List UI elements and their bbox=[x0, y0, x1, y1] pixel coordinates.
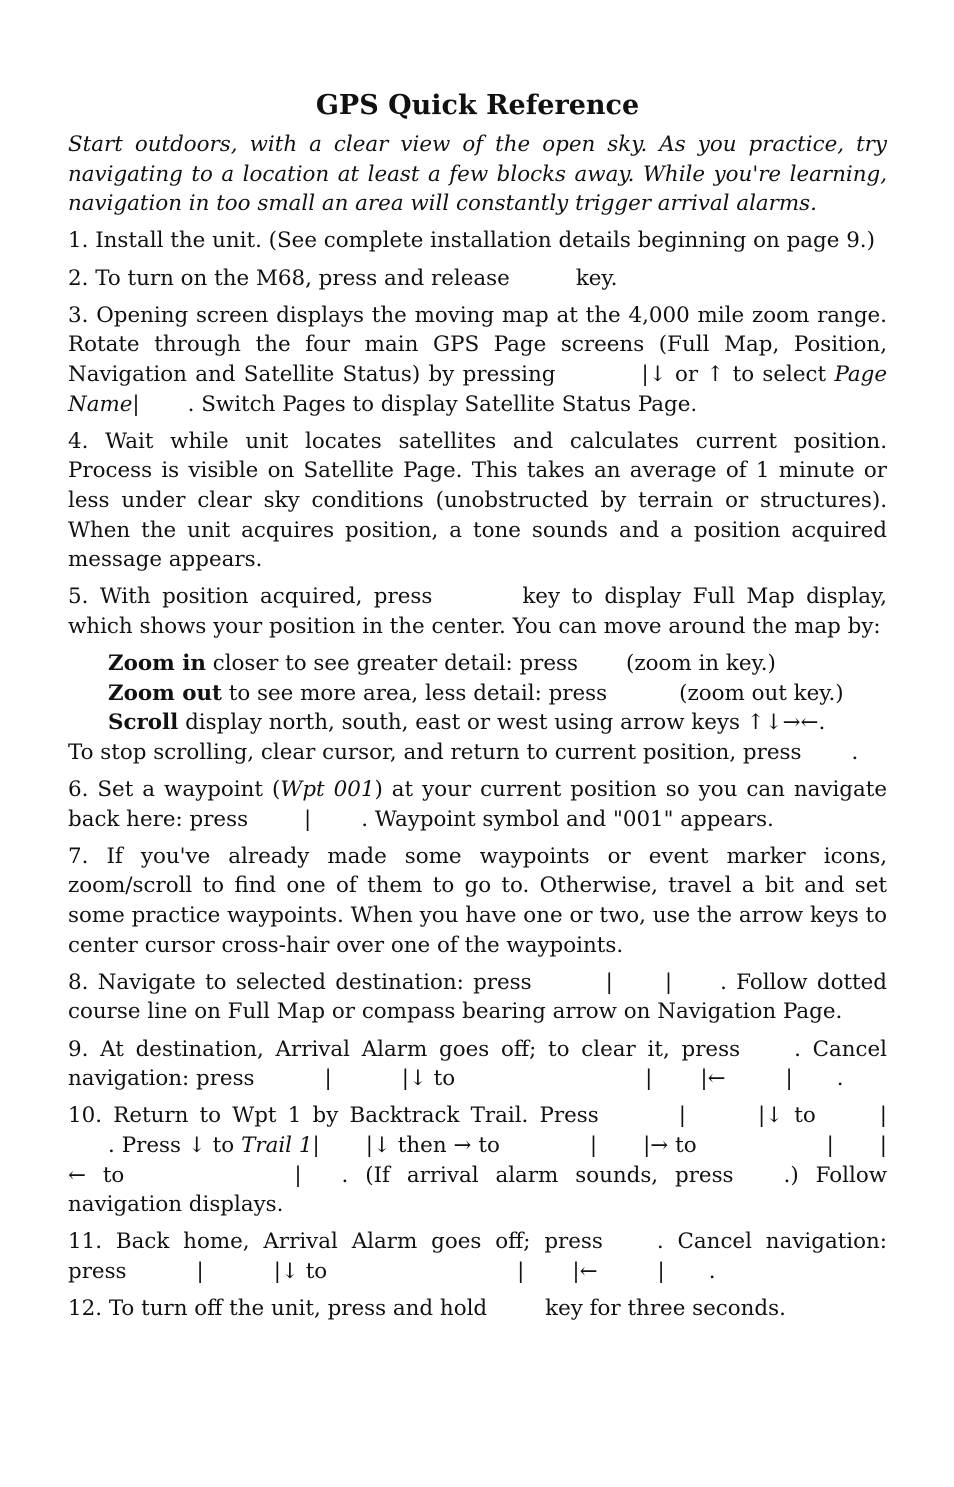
step-3: 3. Opening screen displays the moving map at the 4,000 mile zoom range. Rotate through the four main GPS Page screens (Full Map, Position, Navigation and Satellite Status) by pressing |↓ or ↑ to select Page Name| . Switch Pages to display Satellite Status Page. bbox=[68, 302, 887, 417]
step-11: 11. Back home, Arrival Alarm goes off; press . Cancel navigation: press | |↓ to | |← | . bbox=[68, 1229, 887, 1284]
step-7: 7. If you've already made some waypoints or event marker icons, zoom/scroll to find one of them to go to. Otherwise, travel a bit and set some practice waypoints. When you have one or two, use the arrow keys to center cursor cross-hair over one of the waypoints. bbox=[68, 843, 887, 958]
zoom-out-line: Zoom out to see more area, less detail: press (zoom out key.) bbox=[108, 680, 844, 706]
scroll-stop-line: To stop scrolling, clear cursor, and return to current position, press . bbox=[68, 739, 859, 765]
document-page bbox=[68, 88, 887, 1331]
step-10: 10. Return to Wpt 1 by Backtrack Trail. Press | |↓ to |. Press ↓ to Trail 1| |↓ then → to | |→ to | |← to | . (If arrival alarm sounds, press .) Follow navigation displays. bbox=[68, 1103, 888, 1218]
step-2: 2. To turn on the M68, press and release key. bbox=[68, 265, 618, 291]
step-9: 9. At destination, Arrival Alarm goes off; to clear it, press . Cancel navigation: press | |↓ to | |← | . bbox=[68, 1036, 888, 1092]
intro-paragraph: Start outdoors, with a clear view of the open sky. As you practice, try navigating to a location at least a few blocks away. While you're learning, navigation in too small an area will constantly trigger arrival alarms. bbox=[68, 132, 887, 217]
step-1: 1. Install the unit. (See complete installation details beginning on page 9.) bbox=[68, 228, 875, 254]
step-6: 6. Set a waypoint (Wpt 001) at your current position so you can navigate back here: press | . Waypoint symbol and "001" appears. bbox=[68, 777, 888, 832]
step-4: 4. Wait while unit locates satellites and calculates current position. Process is visible on Satellite Page. This takes an average of 1 minute or less under clear sky conditions (unobstructed by terrain or structures). When the unit acquires position, a tone sounds and a position acquired message appears. bbox=[68, 428, 887, 573]
step-5: 5. With position acquired, press key to display Full Map display, which shows your position in the center. You can move around the map by: bbox=[68, 584, 887, 639]
step-8: 8. Navigate to selected destination: press | | . Follow dotted course line on Full Map or compass bearing arrow on Navigation Page. bbox=[68, 969, 887, 1025]
step-12: 12. To turn off the unit, press and hold key for three seconds. bbox=[68, 1296, 786, 1322]
scroll-line: Scroll display north, south, east or west using arrow keys ↑↓→←. bbox=[108, 710, 826, 736]
page-title: GPS Quick Reference bbox=[315, 90, 640, 121]
zoom-in-line: Zoom in closer to see greater detail: press (zoom in key.) bbox=[108, 651, 776, 677]
